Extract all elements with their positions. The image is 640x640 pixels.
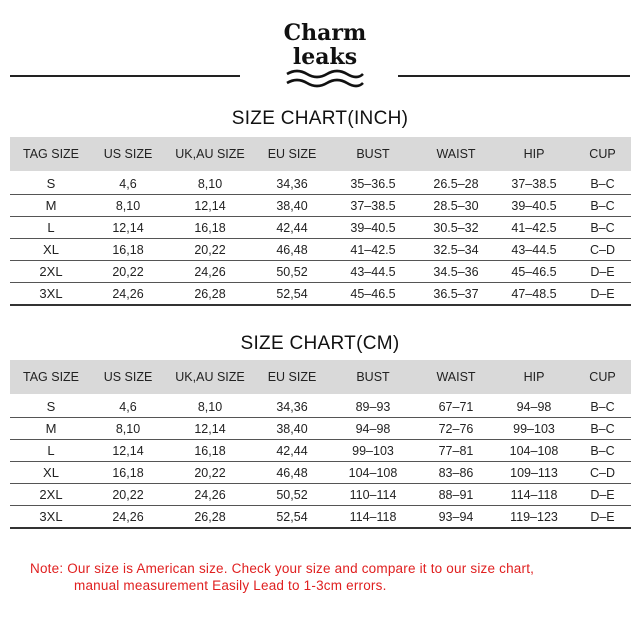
table-cell: B–C: [574, 418, 631, 440]
table-cell: 38,40: [256, 418, 328, 440]
column-header: WAIST: [418, 137, 494, 171]
note-line1: Note: Our size is American size. Check your size and compare it to our size chart,: [30, 561, 535, 576]
table-cell: 8,10: [92, 195, 164, 217]
table-cell: 41–42.5: [328, 239, 418, 261]
note-line2: manual measurement Easily Lead to 1-3cm errors.: [74, 578, 387, 593]
table-cell: S: [10, 171, 92, 195]
table-cell: L: [10, 217, 92, 239]
column-header: HIP: [494, 137, 574, 171]
table-row: [10, 484, 631, 506]
table-cell: 109–113: [494, 462, 574, 484]
table-cell: 36.5–37: [418, 283, 494, 306]
table-cell: XL: [10, 239, 92, 261]
table-cell: 99–103: [494, 418, 574, 440]
table-cell: 8,10: [164, 171, 256, 195]
table-cell: 77–81: [418, 440, 494, 462]
table-cell: 34,36: [256, 394, 328, 418]
table-cell: B–C: [574, 195, 631, 217]
table-header-row: [10, 137, 631, 171]
table-cell: 39–40.5: [494, 195, 574, 217]
inch-size-table: [10, 137, 631, 306]
table-cell: B–C: [574, 171, 631, 195]
table-cell: 89–93: [328, 394, 418, 418]
table-cell: 94–98: [328, 418, 418, 440]
table-cell: 93–94: [418, 506, 494, 529]
size-note: [30, 560, 630, 594]
table-row: [10, 217, 631, 239]
table-row: [10, 171, 631, 195]
table-cell: D–E: [574, 506, 631, 529]
table-cell: 34,36: [256, 171, 328, 195]
table-cell: 114–118: [494, 484, 574, 506]
cm-size-table: [10, 360, 631, 529]
table-cell: 12,14: [92, 217, 164, 239]
table-cell: B–C: [574, 440, 631, 462]
table-cell: 24,26: [92, 283, 164, 306]
cm-chart-title: SIZE CHART(CM): [240, 333, 400, 354]
table-cell: 47–48.5: [494, 283, 574, 306]
wave-icon: [285, 68, 365, 90]
table-cell: XL: [10, 462, 92, 484]
table-cell: 30.5–32: [418, 217, 494, 239]
table-cell: 43–44.5: [494, 239, 574, 261]
column-header: UK,AU SIZE: [164, 360, 256, 394]
column-header: US SIZE: [92, 360, 164, 394]
column-header: BUST: [328, 360, 418, 394]
table-cell: 32.5–34: [418, 239, 494, 261]
table-cell: 26,28: [164, 506, 256, 529]
table-cell: C–D: [574, 239, 631, 261]
table-cell: 99–103: [328, 440, 418, 462]
column-header: CUP: [574, 360, 631, 394]
table-cell: 94–98: [494, 394, 574, 418]
table-cell: 8,10: [164, 394, 256, 418]
table-cell: 24,26: [164, 261, 256, 283]
table-cell: D–E: [574, 484, 631, 506]
table-cell: 16,18: [164, 440, 256, 462]
table-cell: 24,26: [164, 484, 256, 506]
table-cell: 38,40: [256, 195, 328, 217]
brand-logo: [0, 8, 640, 88]
logo-divider-right: [398, 75, 630, 77]
column-header: WAIST: [418, 360, 494, 394]
table-cell: M: [10, 418, 92, 440]
table-row: [10, 418, 631, 440]
table-cell: 12,14: [92, 440, 164, 462]
table-cell: 50,52: [256, 484, 328, 506]
table-cell: 46,48: [256, 239, 328, 261]
column-header: BUST: [328, 137, 418, 171]
table-row: [10, 283, 631, 306]
table-cell: 42,44: [256, 217, 328, 239]
table-cell: 34.5–36: [418, 261, 494, 283]
table-cell: D–E: [574, 283, 631, 306]
table-cell: 16,18: [92, 239, 164, 261]
table-cell: 35–36.5: [328, 171, 418, 195]
table-cell: 20,22: [164, 462, 256, 484]
table-row: [10, 394, 631, 418]
table-cell: 3XL: [10, 506, 92, 529]
table-cell: C–D: [574, 462, 631, 484]
table-header-row: [10, 360, 631, 394]
table-cell: L: [10, 440, 92, 462]
inch-chart-title: SIZE CHART(INCH): [231, 108, 409, 129]
table-cell: 52,54: [256, 283, 328, 306]
column-header: UK,AU SIZE: [164, 137, 256, 171]
table-cell: 88–91: [418, 484, 494, 506]
table-cell: B–C: [574, 217, 631, 239]
table-cell: 72–76: [418, 418, 494, 440]
table-cell: D–E: [574, 261, 631, 283]
table-cell: 20,22: [92, 261, 164, 283]
table-cell: 37–38.5: [494, 171, 574, 195]
table-cell: 52,54: [256, 506, 328, 529]
table-cell: B–C: [574, 394, 631, 418]
column-header: CUP: [574, 137, 631, 171]
table-cell: M: [10, 195, 92, 217]
table-row: [10, 195, 631, 217]
table-cell: 20,22: [92, 484, 164, 506]
table-cell: 39–40.5: [328, 217, 418, 239]
table-row: [10, 506, 631, 529]
table-cell: S: [10, 394, 92, 418]
table-row: [10, 462, 631, 484]
table-cell: 8,10: [92, 418, 164, 440]
table-cell: 16,18: [164, 217, 256, 239]
table-cell: 26,28: [164, 283, 256, 306]
column-header: TAG SIZE: [10, 137, 92, 171]
table-cell: 83–86: [418, 462, 494, 484]
table-cell: 45–46.5: [494, 261, 574, 283]
table-cell: 28.5–30: [418, 195, 494, 217]
table-cell: 104–108: [328, 462, 418, 484]
table-cell: 2XL: [10, 484, 92, 506]
table-cell: 50,52: [256, 261, 328, 283]
column-header: HIP: [494, 360, 574, 394]
table-cell: 45–46.5: [328, 283, 418, 306]
table-cell: 12,14: [164, 195, 256, 217]
table-row: [10, 440, 631, 462]
table-cell: 3XL: [10, 283, 92, 306]
table-cell: 4,6: [92, 394, 164, 418]
table-row: [10, 239, 631, 261]
table-cell: 12,14: [164, 418, 256, 440]
table-cell: 42,44: [256, 440, 328, 462]
table-cell: 46,48: [256, 462, 328, 484]
table-row: [10, 261, 631, 283]
table-cell: 37–38.5: [328, 195, 418, 217]
table-cell: 110–114: [328, 484, 418, 506]
table-cell: 2XL: [10, 261, 92, 283]
logo-divider-left: [10, 75, 240, 77]
column-header: US SIZE: [92, 137, 164, 171]
column-header: EU SIZE: [256, 137, 328, 171]
table-cell: 16,18: [92, 462, 164, 484]
table-cell: 114–118: [328, 506, 418, 529]
table-cell: 43–44.5: [328, 261, 418, 283]
table-cell: 4,6: [92, 171, 164, 195]
table-cell: 20,22: [164, 239, 256, 261]
table-cell: 67–71: [418, 394, 494, 418]
column-header: TAG SIZE: [10, 360, 92, 394]
table-cell: 41–42.5: [494, 217, 574, 239]
table-cell: 24,26: [92, 506, 164, 529]
logo-text-line1: Charm: [283, 20, 367, 46]
table-cell: 104–108: [494, 440, 574, 462]
table-cell: 119–123: [494, 506, 574, 529]
column-header: EU SIZE: [256, 360, 328, 394]
table-cell: 26.5–28: [418, 171, 494, 195]
logo-text-line2: leaks: [292, 44, 358, 70]
